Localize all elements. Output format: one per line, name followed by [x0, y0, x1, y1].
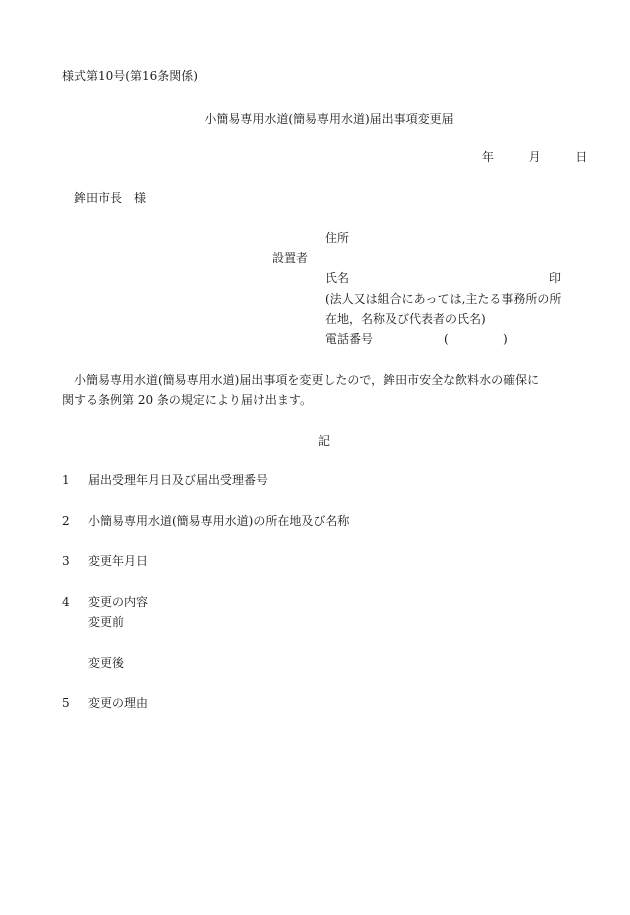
date-month: 月: [528, 150, 541, 164]
date-line: [482, 150, 587, 164]
date-year: 年: [482, 150, 495, 164]
phone-label: 電話番号: [325, 332, 374, 346]
change-after-label: 変更後: [88, 656, 125, 670]
item-number: 3: [62, 554, 70, 568]
item-label: 変更の理由: [88, 696, 149, 710]
date-day: 日: [575, 150, 588, 164]
ki-heading: 記: [317, 434, 330, 448]
phone-paren-close: ): [503, 332, 508, 346]
address-label: 住所: [325, 231, 350, 245]
phone-paren-open: (: [444, 332, 449, 346]
item-label: 小簡易専用水道(簡易専用水道)の所在地及び名称: [88, 514, 350, 528]
body-text-line1: 小簡易専用水道(簡易専用水道)届出事項を変更したので，鉾田市安全な飲料水の確保に: [74, 373, 540, 387]
change-before-label: 変更前: [88, 615, 125, 629]
item-label: 変更の内容: [88, 595, 149, 609]
corp-note-line2: 在地，名称及び代表者の氏名): [325, 312, 486, 326]
body-text-line2: 関する条例第 20 条の規定により届け出ます。: [62, 393, 312, 407]
seal-mark: 印: [549, 271, 562, 285]
corp-note-line1: (法人又は組合にあっては,主たる事務所の所: [325, 292, 562, 306]
item-number: 1: [62, 473, 70, 487]
item-number: 2: [62, 514, 70, 528]
document-title: 小簡易専用水道(簡易専用水道)届出事項変更届: [204, 112, 454, 126]
addressee: 鉾田市長 様: [74, 191, 147, 205]
applicant-role: 設置者: [272, 251, 309, 265]
name-label: 氏名: [325, 271, 350, 285]
item-number: 4: [62, 595, 70, 609]
item-label: 変更年月日: [88, 554, 149, 568]
item-label: 届出受理年月日及び届出受理番号: [88, 473, 269, 487]
form-number: 様式第10号(第16条関係): [62, 69, 198, 83]
item-number: 5: [62, 696, 70, 710]
